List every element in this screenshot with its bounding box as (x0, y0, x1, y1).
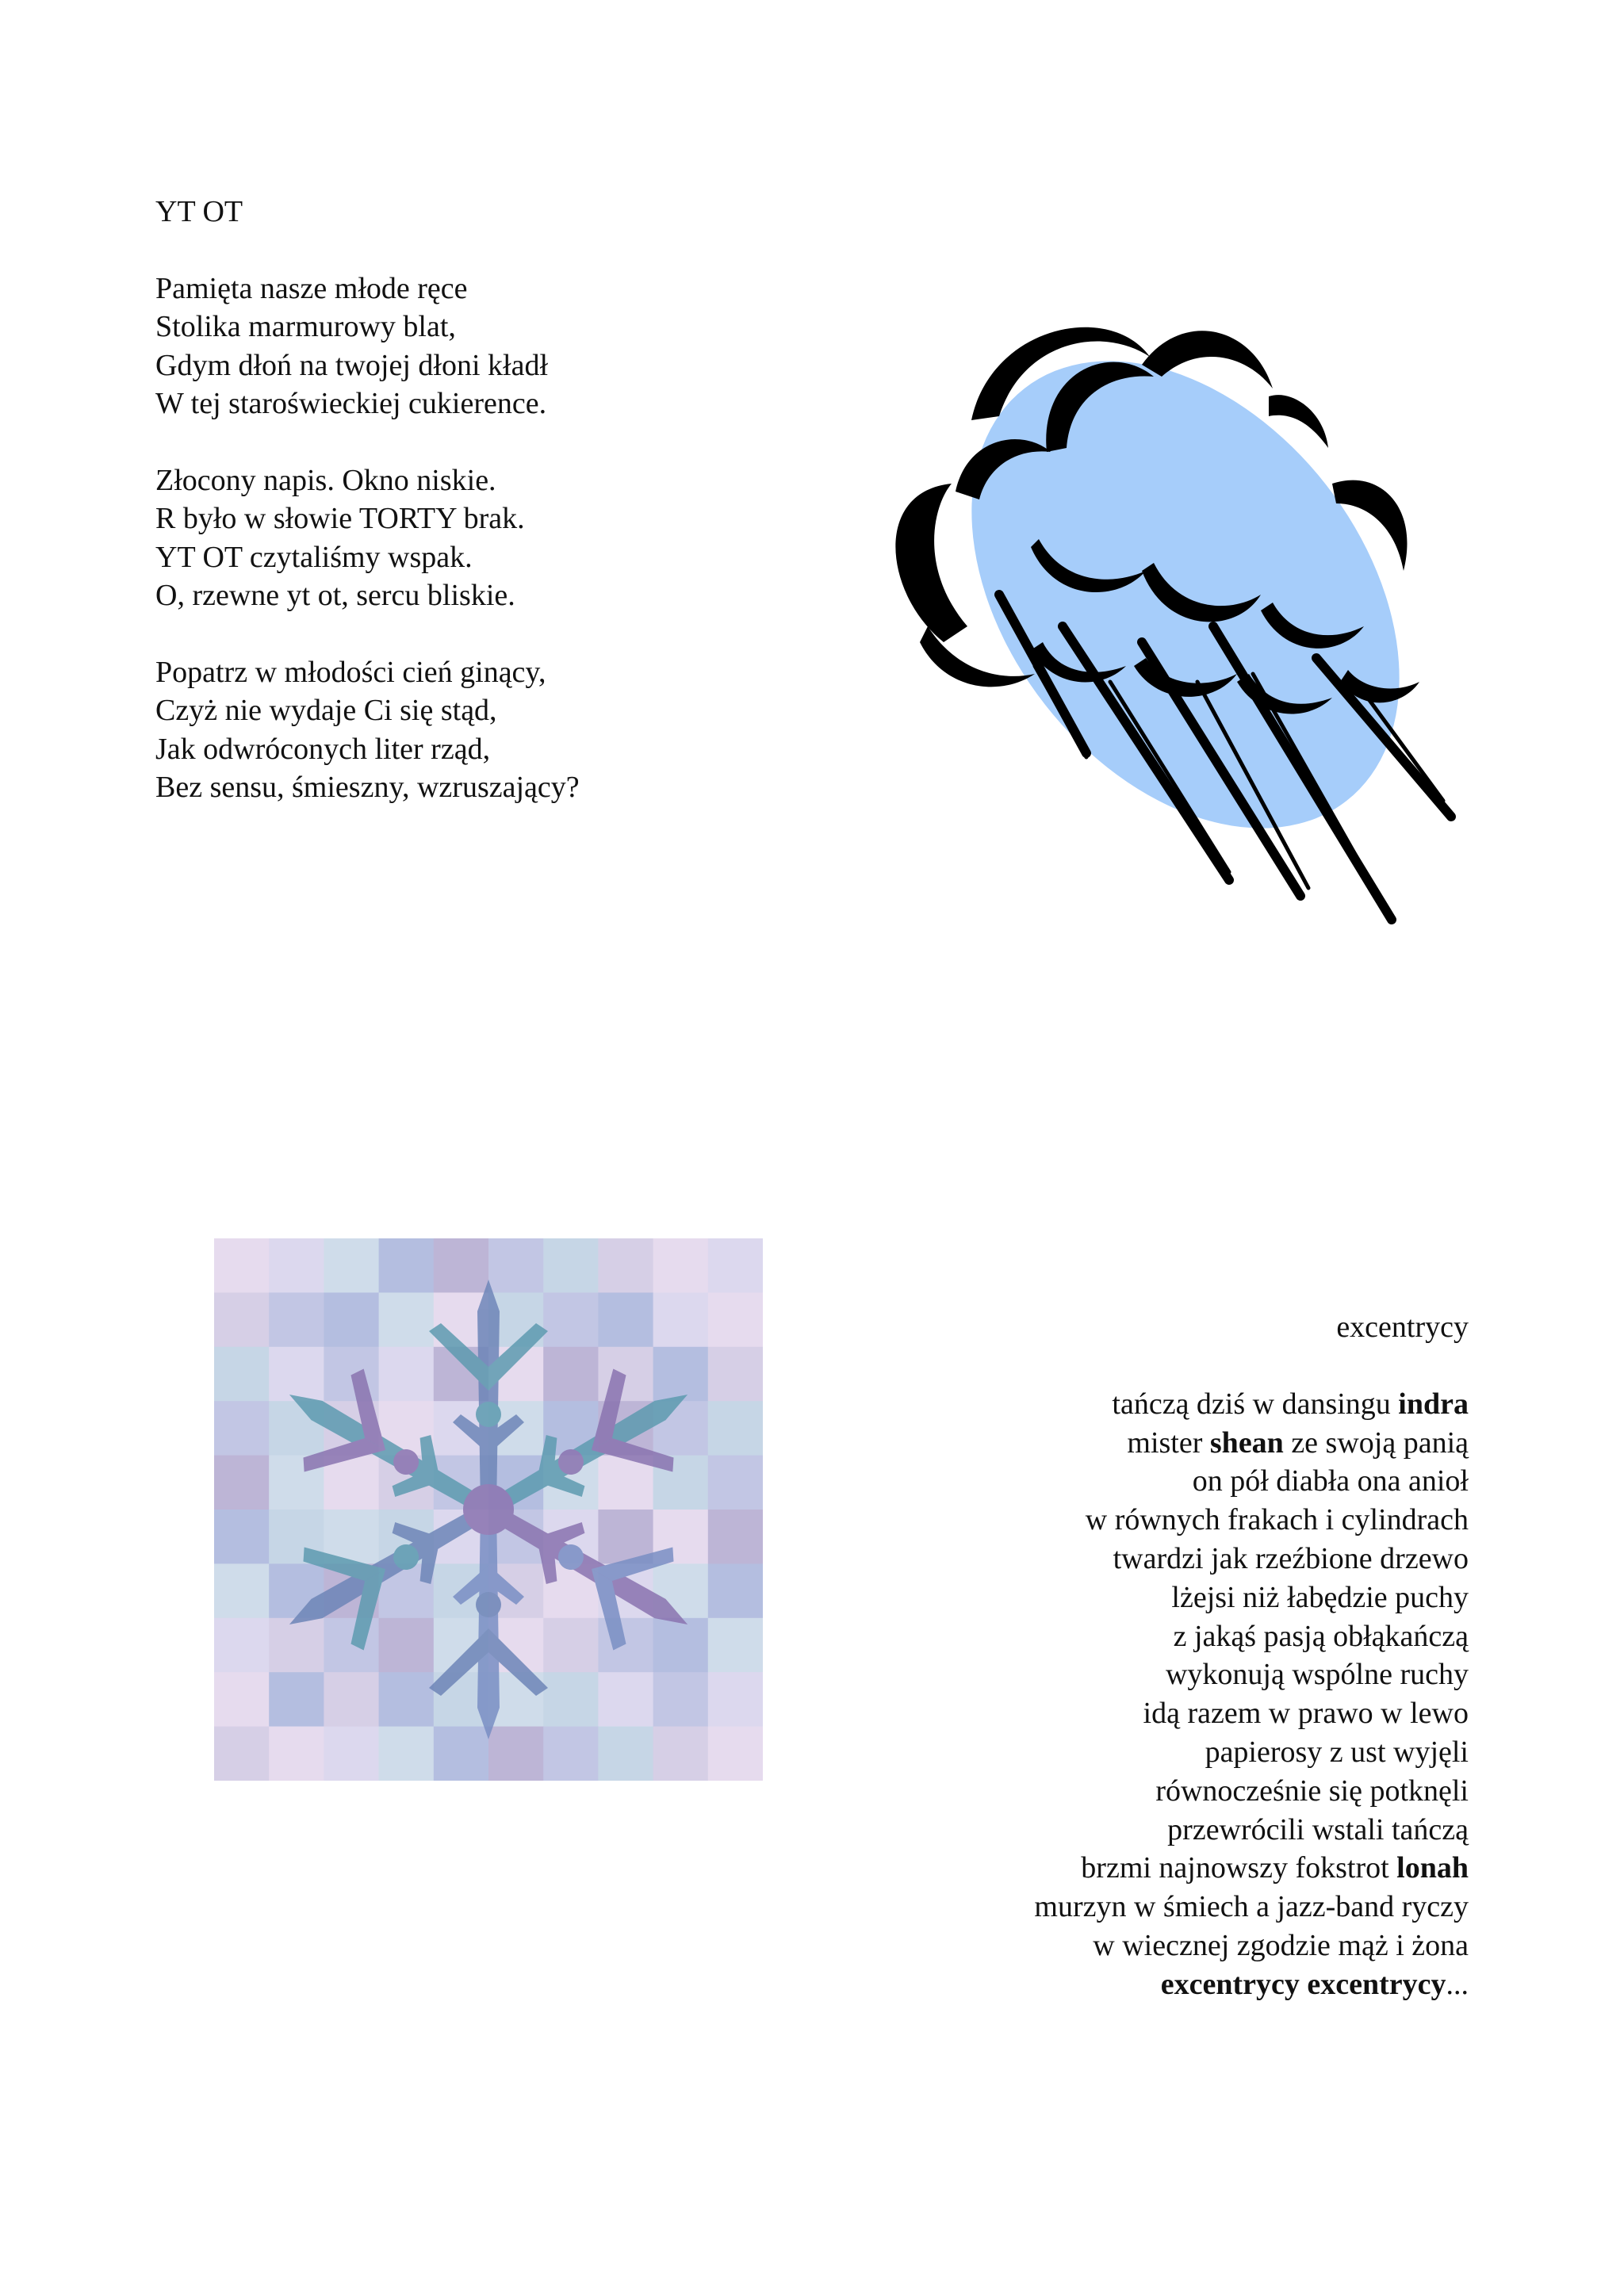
poem-line: lżejsi niż łabędzie puchy (1171, 1580, 1469, 1614)
poem-line: Złocony napis. Okno niskie. (155, 463, 496, 497)
poem-line: murzyn w śmiech a jazz-band ryczy (1034, 1890, 1469, 1924)
poem-line: W tej staroświeckiej cukierence. (155, 387, 547, 420)
poem-line: Czyż nie wydaje Ci się stąd, (155, 694, 497, 727)
poem-excentrycy (755, 1308, 1469, 2004)
poem-bold-word: lonah (1396, 1851, 1469, 1885)
poem-line: R było w słowie TORTY brak. (155, 502, 525, 535)
poem-line: Popatrz w młodości cień ginący, (155, 655, 546, 689)
stanza-3 (155, 653, 869, 807)
poem-title: YT OT (155, 195, 243, 228)
poem-line: równocześnie się potknęli (1155, 1774, 1469, 1808)
poem-bold-word: excentrycy excentrycy (1160, 1967, 1446, 2001)
poem-line: w wiecznej zgodzie mąż i żona (1093, 1928, 1469, 1962)
poem-line: Pamięta nasze młode ręce (155, 271, 468, 305)
snowflake-quilt-image (214, 1238, 763, 1781)
poem-line: papierosy z ust wyjęli (1205, 1735, 1469, 1769)
stanza-1 (155, 270, 869, 423)
poem-bold-word: shean (1209, 1425, 1284, 1460)
poem-line: Gdym dłoń na twojej dłoni kładł (155, 348, 549, 382)
stanza-2 (155, 461, 869, 615)
poem-line: twardzi jak rzeźbione drzewo (1113, 1541, 1469, 1575)
poem-yt-ot (155, 193, 869, 845)
poem-line: mister shean ze swoją panią (1127, 1425, 1469, 1460)
poem-line: w równych frakach i cylindrach (1085, 1503, 1469, 1537)
poem-line: Jak odwróconych liter rząd, (155, 732, 491, 766)
poem-title: excentrycy (1336, 1311, 1469, 1344)
poem-bold-word: indra (1398, 1387, 1469, 1421)
poem-line: brzmi najnowszy fokstrot lonah (1081, 1851, 1469, 1885)
poem-line: wykonują wspólne ruchy (1165, 1658, 1469, 1692)
poem-line: Bez sensu, śmieszny, wzruszający? (155, 771, 580, 804)
poem-line: z jakąś pasją obłąkańczą (1173, 1619, 1469, 1653)
poem-line: tańczą dziś w dansingu indra (1112, 1387, 1469, 1421)
poem-body (755, 1385, 1469, 2004)
poem-line: YT OT czytaliśmy wspak. (155, 540, 473, 574)
poem-line: excentrycy excentrycy... (1160, 1967, 1469, 2001)
poem-line: on pół diabła ona anioł (1192, 1464, 1469, 1498)
rain-cloud-icon (880, 309, 1467, 928)
poem-line: Stolika marmurowy blat, (155, 310, 456, 343)
poem-line: przewrócili wstali tańczą (1167, 1812, 1469, 1846)
poem-line: O, rzewne yt ot, sercu bliskie. (155, 579, 515, 612)
poem-line: idą razem w prawo w lewo (1143, 1697, 1469, 1731)
